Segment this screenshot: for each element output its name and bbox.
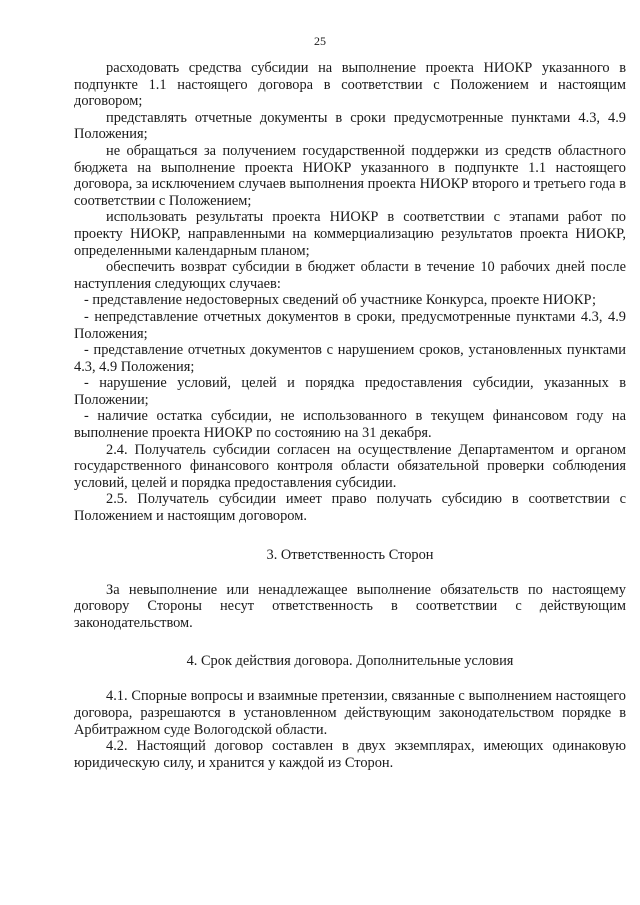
paragraph: представлять отчетные документы в сроки предусмотренные пунктами 4.3, 4.9 Положения; bbox=[74, 109, 626, 143]
list-item: - представление отчетных документов с нарушением сроков, установленных пунктами 4.3, 4.9 Положения; bbox=[74, 342, 626, 375]
paragraph: 4.2. Настоящий договор составлен в двух экземплярах, имеющих одинаковую юридическую силу, и хранится у каждой из Сторон. bbox=[74, 738, 626, 771]
paragraph: использовать результаты проекта НИОКР в соответствии с этапами работ по проекту НИОКР, направленными на коммерциализацию результатов проекта НИОКР, определенными календарным планом; bbox=[74, 209, 626, 259]
paragraph: За невыполнение или ненадлежащее выполнение обязательств по настоящему договору Стороны несут ответственность в соответствии с действующим законодательством. bbox=[74, 581, 626, 631]
paragraph: 2.5. Получатель субсидии имеет право получать субсидию в соответствии с Положением и настоящим договором. bbox=[74, 491, 626, 525]
paragraph: не обращаться за получением государственной поддержки из средств областного бюджета на выполнение проекта НИОКР указанного в подпункте 1.1 настоящего договора, за исключением случаев выполнения проекта НИОКР второго и третьего года в соответствии с Положением; bbox=[74, 142, 626, 209]
page-number: 25 bbox=[314, 34, 326, 48]
list-item: - наличие остатка субсидии, не использованного в текущем финансовом году на выполнение проекта НИОКР по состоянию на 31 декабря. bbox=[74, 408, 626, 442]
section-heading: 4. Срок действия договора. Дополнительные условия bbox=[186, 653, 514, 670]
paragraph: обеспечить возврат субсидии в бюджет области в течение 10 рабочих дней после наступления следующих случаев: bbox=[74, 259, 626, 292]
paragraph: 2.4. Получатель субсидии согласен на осуществление Департаментом и органом государственного финансового контроля области обязательной проверки соблюдения условий, целей и порядка предоставления субсидии. bbox=[74, 441, 626, 491]
list-item: - нарушение условий, целей и порядка предоставления субсидии, указанных в Положении; bbox=[74, 375, 626, 408]
document-body bbox=[74, 60, 626, 771]
section-heading: 3. Ответственность Сторон bbox=[266, 546, 434, 563]
list-item: - непредставление отчетных документов в сроки, предусмотренные пунктами 4.3, 4.9 Положения; bbox=[74, 308, 626, 342]
paragraph: расходовать средства субсидии на выполнение проекта НИОКР указанного в подпункте 1.1 настоящего договора в соответствии с Положением и настоящим договором; bbox=[74, 60, 626, 110]
paragraph: 4.1. Спорные вопросы и взаимные претензии, связанные с выполнением настоящего договора, разрешаются в установленном действующим законодательством порядке в Арбитражном суде Вологодской области. bbox=[74, 688, 626, 738]
list-item: - представление недостоверных сведений об участнике Конкурса, проекте НИОКР; bbox=[84, 292, 596, 309]
